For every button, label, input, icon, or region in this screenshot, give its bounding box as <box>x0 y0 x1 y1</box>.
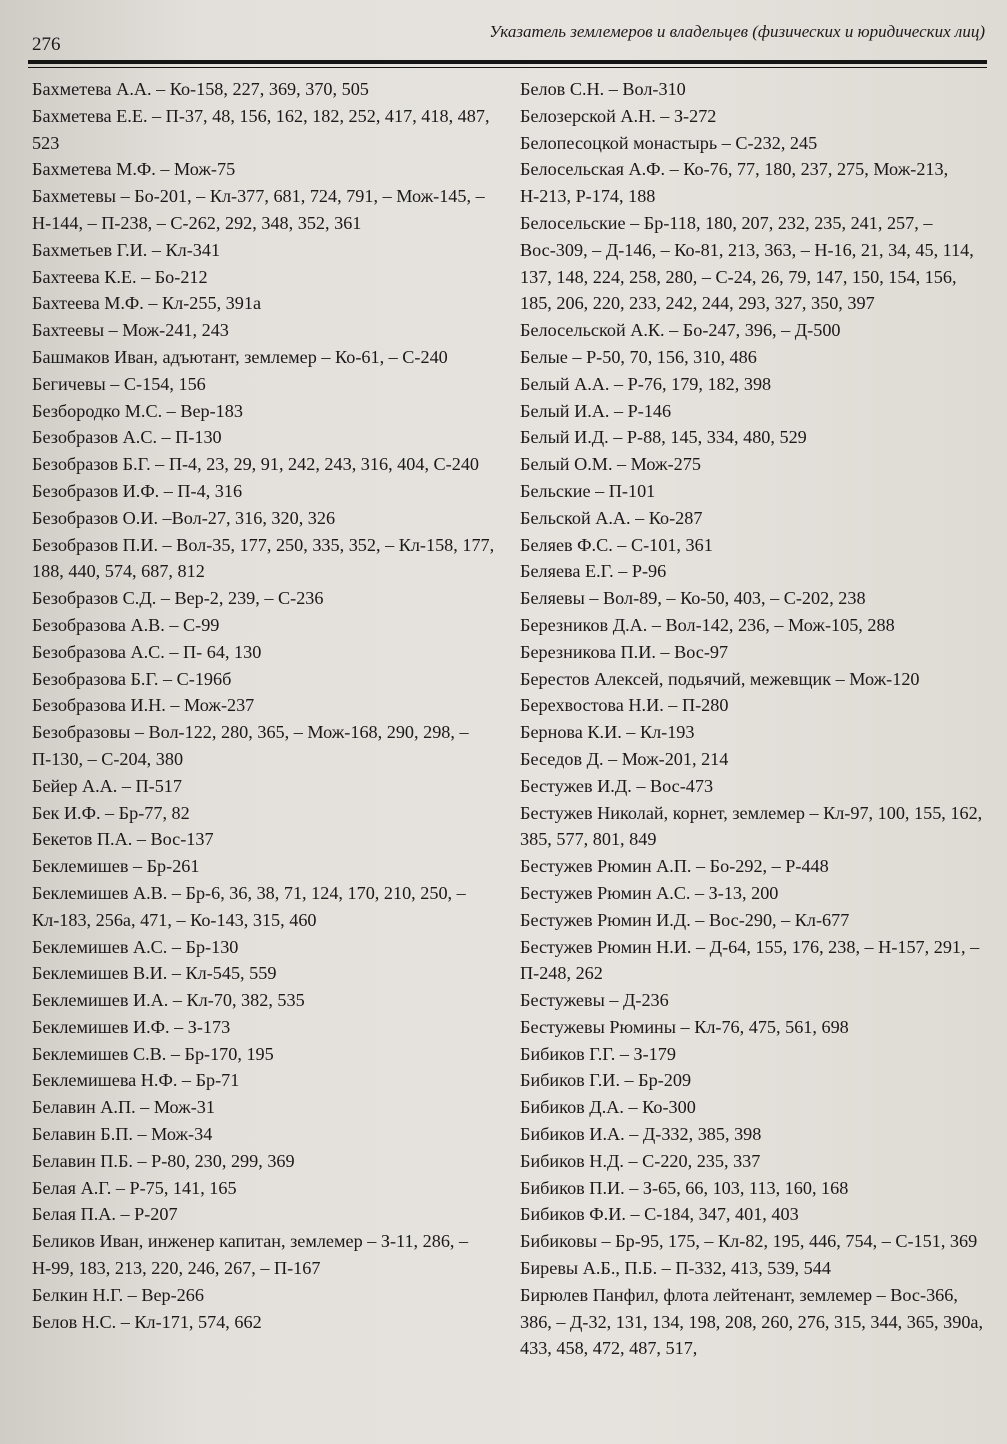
index-entry: Башмаков Иван, адъютант, землемер – Ко-61, – С-240 <box>32 346 448 367</box>
index-entry: Беклемишев – Бр-261 <box>32 856 200 877</box>
index-entry: Бельской А.А. – Ко-287 <box>520 507 703 528</box>
index-entry: Беляевы – Вол-89, – Ко-50, 403, – С-202, 238 <box>520 588 866 609</box>
index-entry: Белкин Н.Г. – Вер-266 <box>32 1284 204 1305</box>
index-entry: Безобразов А.С. – П-130 <box>32 427 222 448</box>
index-entry: Бернова К.И. – Кл-193 <box>520 722 695 743</box>
index-entry: Бибиков Н.Д. – С-220, 235, 337 <box>520 1150 761 1171</box>
index-entry: Безбородко М.С. – Вер-183 <box>32 400 243 421</box>
index-entry: Беклемишева Н.Ф. – Бр-71 <box>32 1070 240 1091</box>
index-entry: Безобразова А.С. – П- 64, 130 <box>32 641 262 662</box>
index-entry: Белавин П.Б. – Р-80, 230, 299, 369 <box>32 1150 295 1171</box>
index-entry: Белая А.Г. – Р-75, 141, 165 <box>32 1177 237 1198</box>
header-rule-thick <box>28 60 987 64</box>
index-column-left <box>32 76 506 1335</box>
index-entry: Беклемишев И.Ф. – З-173 <box>32 1016 231 1037</box>
running-title: Указатель землемеров и владельцев (физических и юридических лиц) <box>489 22 985 41</box>
index-entry: Бестужев Рюмин А.П. – Бо-292, – Р-448 <box>520 856 829 877</box>
index-entry: Бирюлев Панфил, флота лейтенант, землемер – Вос-366, 386, – Д-32, 131, 134, 198, 208, 260, 276, 315, 344, 365, 390а, 433, 458, 472, 487, 517, <box>520 1284 984 1359</box>
index-entry: Бахтеева К.Е. – Бо-212 <box>32 266 208 287</box>
index-entry: Бекетов П.А. – Вос-137 <box>32 829 214 850</box>
index-entry: Безобразов И.Ф. – П-4, 316 <box>32 480 243 501</box>
index-entry: Бахметева М.Ф. – Мож-75 <box>32 159 236 180</box>
index-entry: Бахметьев Г.И. – Кл-341 <box>32 239 221 260</box>
index-entry: Бибиков Г.И. – Бр-209 <box>520 1070 692 1091</box>
index-entry: Бек И.Ф. – Бр-77, 82 <box>32 802 190 823</box>
index-entry: Бегичевы – С-154, 156 <box>32 373 206 394</box>
index-entry: Бестужев Рюмин А.С. – З-13, 200 <box>520 882 779 903</box>
index-entry: Бейер А.А. – П-517 <box>32 775 182 796</box>
index-entry: Бестужев Рюмин И.Д. – Вос-290, – Кл-677 <box>520 909 850 930</box>
page-header <box>28 22 989 55</box>
index-entry: Бибиков П.И. – З-65, 66, 103, 113, 160, 168 <box>520 1177 849 1198</box>
index-entry: Беляев Ф.С. – С-101, 361 <box>520 534 713 555</box>
index-entry: Беклемишев А.В. – Бр-6, 36, 38, 71, 124, 170, 210, 250, – Кл-183, 256а, 471, – Ко-143, 315, 460 <box>32 882 466 930</box>
index-entry: Безобразова И.Н. – Мож-237 <box>32 695 255 716</box>
index-entry: Березникова П.И. – Вос-97 <box>520 641 729 662</box>
index-entry: Берестов Алексей, подьячий, межевщик – Мож-120 <box>520 668 920 689</box>
index-entry: Бибиков Г.Г. – З-179 <box>520 1043 676 1064</box>
index-entry: Бестужев Николай, корнет, землемер – Кл-97, 100, 155, 162, 385, 577, 801, 849 <box>520 802 983 850</box>
index-entry: Безобразова Б.Г. – С-196б <box>32 668 232 689</box>
index-entry: Белая П.А. – Р-207 <box>32 1204 178 1225</box>
index-entry: Бахтеева М.Ф. – Кл-255, 391а <box>32 293 262 314</box>
index-entry: Беклемишев А.С. – Бр-130 <box>32 936 239 957</box>
index-entry: Безобразов П.И. – Вол-35, 177, 250, 335, 352, – Кл-158, 177, 188, 440, 574, 687, 812 <box>32 534 495 582</box>
index-entry: Бибиковы – Бр-95, 175, – Кл-82, 195, 446, 754, – С-151, 369 <box>520 1231 978 1252</box>
index-entry: Белосельской А.К. – Бо-247, 396, – Д-500 <box>520 320 841 341</box>
index-entry: Берехвостова Н.И. – П-280 <box>520 695 729 716</box>
index-entry: Бельские – П-101 <box>520 480 656 501</box>
index-entry: Бибиков И.А. – Д-332, 385, 398 <box>520 1124 762 1145</box>
index-entry: Беликов Иван, инженер капитан, землемер – З-11, 286, – Н-99, 183, 213, 220, 246, 267, – П-167 <box>32 1231 469 1279</box>
index-entry: Беседов Д. – Мож-201, 214 <box>520 748 729 769</box>
index-entry: Безобразова А.В. – С-99 <box>32 614 220 635</box>
index-entry: Бестужев И.Д. – Вос-473 <box>520 775 714 796</box>
index-entry: Белозерской А.Н. – З-272 <box>520 105 717 126</box>
index-entry: Бибиков Д.А. – Ко-300 <box>520 1097 696 1118</box>
index-entry: Беклемишев В.И. – Кл-545, 559 <box>32 963 277 984</box>
index-entry: Бахметевы – Бо-201, – Кл-377, 681, 724, 791, – Мож-145, – Н-144, – П-238, – С-262, 292, 348, 352, 361 <box>32 186 485 233</box>
index-entry: Бестужев Рюмин Н.И. – Д-64, 155, 176, 238, – Н-157, 291, – П-248, 262 <box>520 936 980 984</box>
index-entry: Белавин Б.П. – Мож-34 <box>32 1124 213 1145</box>
index-entry: Белов Н.С. – Кл-171, 574, 662 <box>32 1311 262 1332</box>
header-rule-thin <box>28 67 987 68</box>
index-entry: Белый И.Д. – Р-88, 145, 334, 480, 529 <box>520 427 807 448</box>
index-entry: Беклемишев С.В. – Бр-170, 195 <box>32 1043 274 1064</box>
index-entry: Беклемишев И.А. – Кл-70, 382, 535 <box>32 990 305 1011</box>
index-entry: Безобразов С.Д. – Вер-2, 239, – С-236 <box>32 588 324 609</box>
index-entry: Безобразов Б.Г. – П-4, 23, 29, 91, 242, 243, 316, 404, С-240 <box>32 454 480 475</box>
index-entry: Бестужевы – Д-236 <box>520 990 669 1011</box>
index-entry: Белые – Р-50, 70, 156, 310, 486 <box>520 346 757 367</box>
index-entry: Белый А.А. – Р-76, 179, 182, 398 <box>520 373 772 394</box>
index-entry: Беляева Е.Г. – Р-96 <box>520 561 667 582</box>
index-entry: Бахтеевы – Мож-241, 243 <box>32 320 229 341</box>
index-entry: Биревы А.Б., П.Б. – П-332, 413, 539, 544 <box>520 1258 831 1279</box>
index-entry: Безобразовы – Вол-122, 280, 365, – Мож-168, 290, 298, – П-130, – С-204, 380 <box>32 722 469 769</box>
index-entry: Белый И.А. – Р-146 <box>520 400 672 421</box>
index-entry: Бестужевы Рюмины – Кл-76, 475, 561, 698 <box>520 1016 849 1037</box>
index-entry: Белосельские – Бр-118, 180, 207, 232, 235, 241, 257, – Вос-309, – Д-146, – Ко-81, 213, 363, – Н-16, 21, 34, 45, 114, 137, 148, 224, 258, 280, – С-24, 26, 79, 147, 150, 154, 156, 185, 206, 220, 233, 242, 244, 293, 327, 350, 397 <box>520 212 974 314</box>
index-entry: Бахметева Е.Е. – П-37, 48, 156, 162, 182, 252, 417, 418, 487, 523 <box>32 105 490 153</box>
index-column-right <box>520 76 990 1362</box>
index-entry: Бибиков Ф.И. – С-184, 347, 401, 403 <box>520 1204 799 1225</box>
index-entry: Бахметева А.А. – Ко-158, 227, 369, 370, 505 <box>32 79 369 99</box>
page-number: 276 <box>32 34 61 55</box>
index-entry: Белопесоцкой монастырь – С-232, 245 <box>520 132 818 153</box>
index-entry: Белосельская А.Ф. – Ко-76, 77, 180, 237, 275, Мож-213, Н-213, Р-174, 188 <box>520 159 949 207</box>
index-entry: Белый О.М. – Мож-275 <box>520 454 701 475</box>
index-entry: Березников Д.А. – Вол-142, 236, – Мож-105, 288 <box>520 614 895 635</box>
index-entry: Белавин А.П. – Мож-31 <box>32 1097 215 1118</box>
index-entry: Белов С.Н. – Вол-310 <box>520 79 686 99</box>
index-entry: Безобразов О.И. –Вол-27, 316, 320, 326 <box>32 507 336 528</box>
